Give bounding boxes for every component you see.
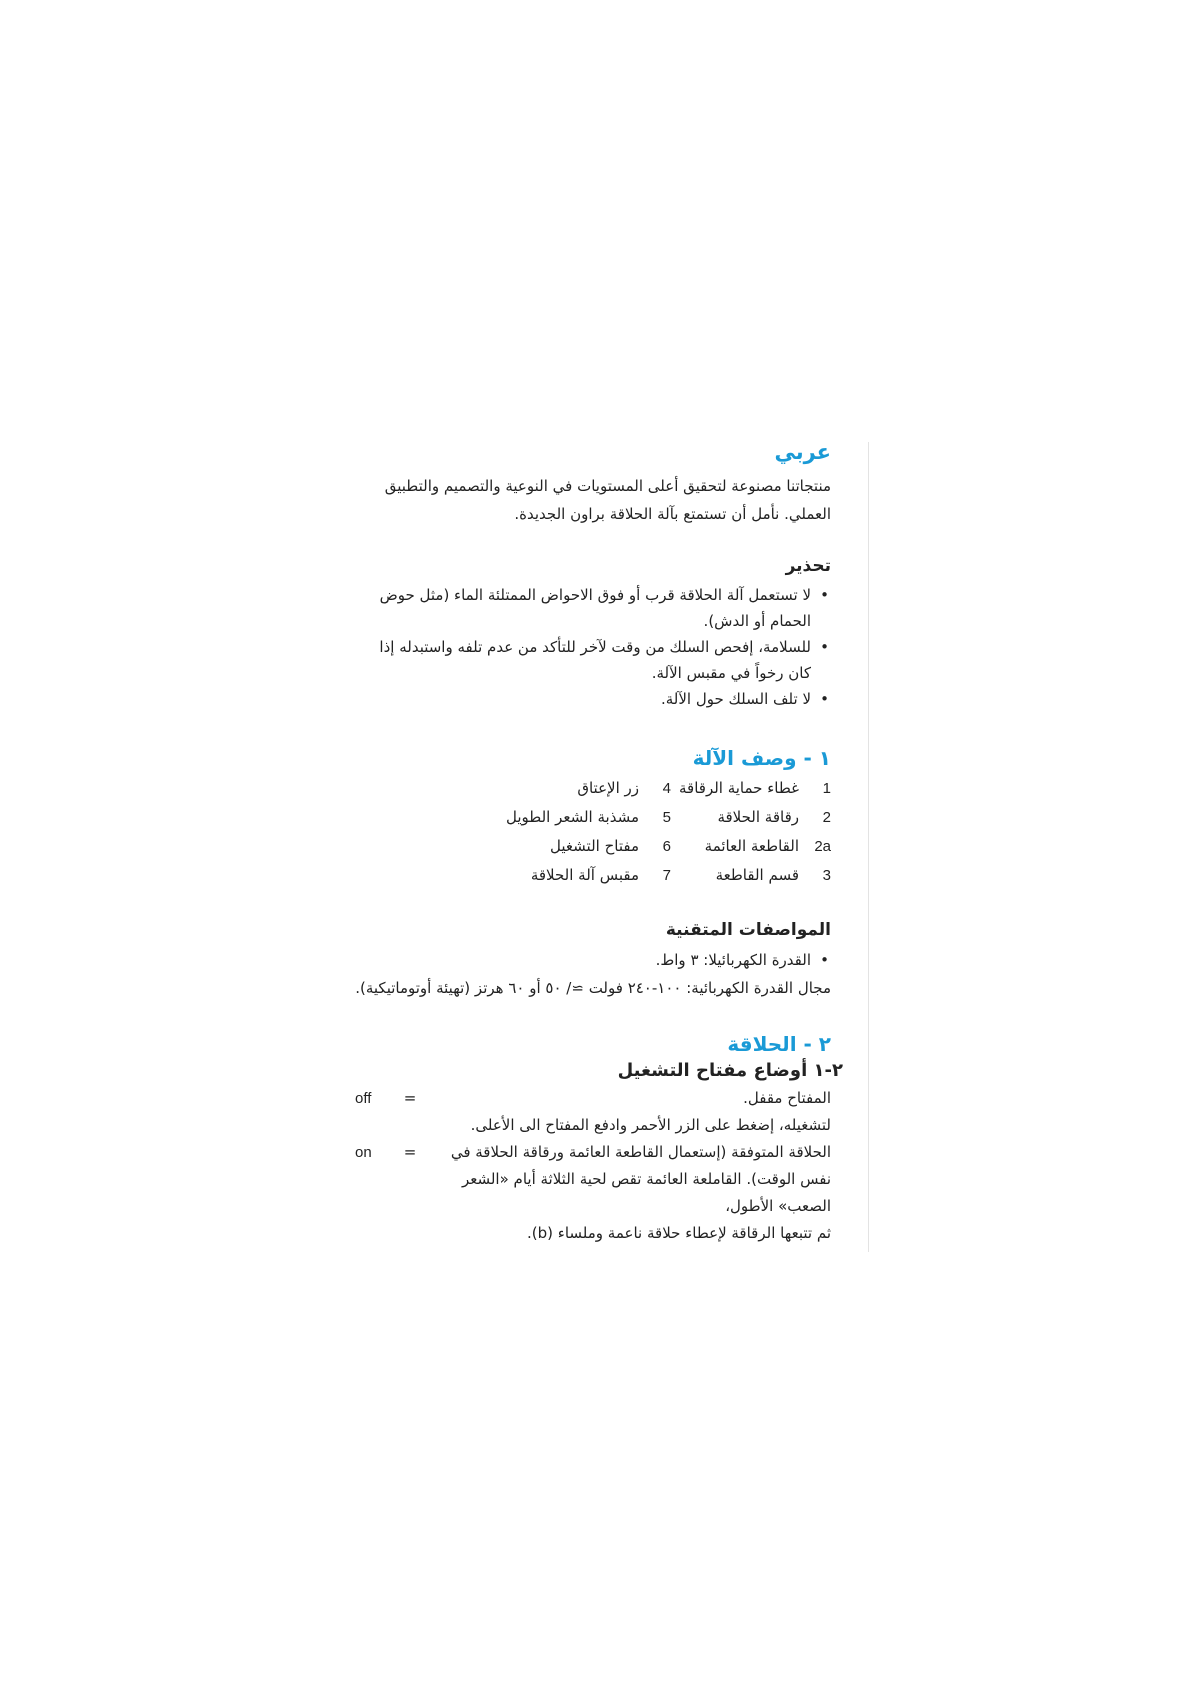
mode-off-instruction: لتشغيله، إضغط على الزر الأحمر وادفع المفتاح الى الأعلى. (470, 1116, 831, 1134)
warning-list (355, 582, 831, 712)
part-number: 3 (822, 867, 831, 884)
part-label: قسم القاطعة (715, 866, 799, 884)
equals-sign: = (403, 1089, 417, 1107)
part-label: رقاقة الحلاقة (717, 808, 799, 826)
specs-heading: المواصفات المتقنية (665, 920, 831, 940)
part-number: 5 (662, 809, 671, 826)
part-number: 2 (822, 809, 831, 826)
mode-off-row (355, 1085, 831, 1112)
switch-modes-heading: ٢-١ أوضاع مفتاح التشغيل (617, 1060, 843, 1081)
warning-item: • لا تلف السلك حول الآلة. (355, 686, 831, 712)
part-item (671, 774, 831, 803)
arabic-manual-column (355, 440, 843, 1247)
mode-on-followup: ثم تتبعها الرقاقة لإعطاء حلاقة ناعمة وملساء (b). (527, 1224, 831, 1242)
column-divider (868, 442, 869, 1252)
warning-item: • للسلامة، إفحص السلك من وقت لآخر للتأكد من عدم تلفه واستبدله إذا كان رخواً في مقبس الآلة. (355, 634, 831, 686)
specs-block (355, 946, 831, 1002)
shaving-heading: ٢ - الحلاقة (727, 1032, 831, 1056)
part-label: مقبس آلة الحلاقة (530, 866, 639, 884)
warning-item: • لا تستعمل آلة الحلاقة قرب أو فوق الاحواض الممتلئة الماء (مثل حوض الحمام أو الدش). (355, 582, 831, 634)
parts-list (355, 774, 831, 890)
part-number: 7 (662, 867, 671, 884)
part-number: 1 (822, 780, 831, 797)
part-item (421, 861, 671, 890)
mode-on-row (355, 1139, 831, 1220)
equals-sign: = (403, 1143, 417, 1161)
description-heading: ١ - وصف الآلة (692, 746, 831, 770)
part-item (421, 774, 671, 803)
part-label: غطاء حماية الرقاقة (678, 779, 799, 797)
part-label: مشذبة الشعر الطويل (505, 808, 639, 826)
spec-voltage: مجال القدرة الكهربائية: ١٠٠-٢٤٠ فولت ≃/ ٥٠ أو ٦٠ هرتز (تهيئة أوتوماتيكية). (355, 979, 831, 997)
part-item (671, 832, 831, 861)
part-item (671, 803, 831, 832)
part-label: مفتاح التشغيل (550, 837, 639, 855)
mode-on-key: on (355, 1144, 372, 1161)
part-number: 4 (662, 780, 671, 797)
language-label: عربي (774, 440, 831, 464)
part-label: القاطعة العائمة (704, 837, 799, 855)
part-item (671, 861, 831, 890)
warning-heading: تحذير (785, 556, 831, 576)
mode-on-text: الحلاقة المتوفقة (إستعمال القاطعة العائمة ورقاقة الحلاقة في نفس الوقت). القاملعة العائمة تقص لحية الثلاثة أيام «الشعر الصعب» الأطول، (450, 1143, 831, 1215)
mode-off-key: off (355, 1090, 372, 1107)
part-number: 2a (814, 838, 831, 855)
part-item (421, 803, 671, 832)
mode-off-text: المفتاح مقفل. (743, 1089, 831, 1107)
spec-power: • القدرة الكهربائيلا: ٣ واط. (355, 946, 831, 974)
part-number: 6 (662, 838, 671, 855)
intro-paragraph: منتجاتنا مصنوعة لتحقيق أعلى المستويات في النوعية والتصميم والتطبيق العملي. نأمل أن تستمتع بآلة الحلاقة براون الجديدة. (384, 477, 831, 523)
part-item (421, 832, 671, 861)
part-label: زر الإعتاق (577, 779, 639, 797)
